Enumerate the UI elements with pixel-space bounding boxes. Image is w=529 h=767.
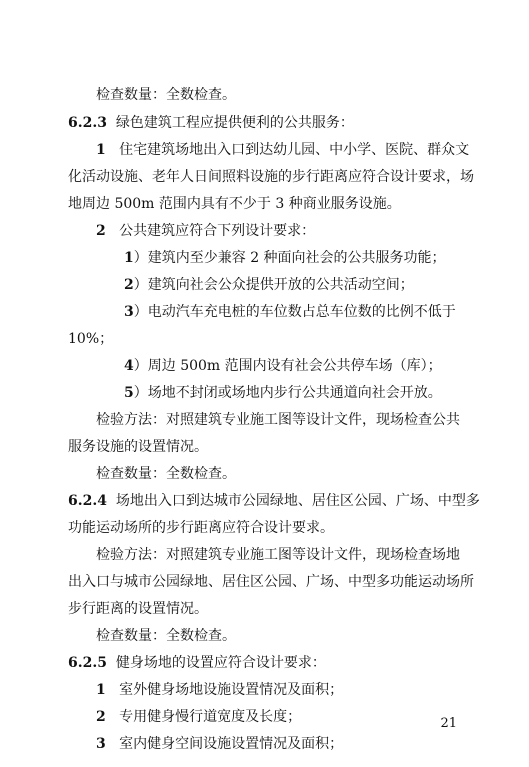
- line-text: 场地出入口到达城市公园绿地、居住区公园、广场、中型多: [115, 493, 480, 509]
- line-text: 检验方法：对照建筑专业施工图等设计文件，现场检查公共: [96, 412, 460, 428]
- sub-item: [124, 384, 442, 402]
- line-text: 功能运动场所的步行距离应符合设计要求。: [68, 520, 334, 536]
- line-text: 化活动设施、老年人日间照料设施的步行距离应符合设计要求，场: [68, 169, 474, 185]
- line-text: 公共建筑应符合下列设计要求：: [119, 223, 316, 239]
- text-line: [68, 519, 334, 537]
- text-line: [68, 195, 401, 213]
- line-text: 10%；: [68, 331, 114, 347]
- line-text: 住宅建筑场地出入口到达幼儿园、中小学、医院、群众文: [119, 142, 470, 158]
- section-number: 6.2.5: [68, 655, 107, 671]
- list-item: [96, 735, 343, 753]
- text-line: [96, 546, 460, 564]
- text-line: [96, 86, 236, 104]
- text-line: [68, 330, 113, 348]
- sub-item: [124, 303, 456, 321]
- text-line: [68, 438, 208, 456]
- line-text: 检查数量：全数检查。: [96, 466, 236, 482]
- line-text: 健身场地的设置应符合设计要求：: [115, 655, 326, 671]
- line-text: ）场地不封闭或场地内步行公共通道向社会开放。: [133, 385, 442, 401]
- line-text: 专用健身慢行道宽度及长度；: [119, 709, 302, 725]
- item-number: 2: [96, 223, 106, 239]
- sub-item-number: 1: [124, 250, 134, 266]
- line-text: 检查数量：全数检查。: [96, 87, 236, 103]
- sub-item-number: 4: [124, 358, 134, 374]
- text-line: [68, 168, 474, 186]
- list-item: [96, 141, 469, 159]
- line-text: ）建筑向社会公众提供开放的公共活动空间；: [133, 277, 414, 293]
- item-number: 1: [96, 682, 106, 698]
- sub-item-number: 2: [124, 277, 134, 293]
- page-number: 21: [440, 716, 457, 731]
- line-text: 步行距离的设置情况。: [68, 601, 208, 617]
- section-number: 6.2.3: [68, 115, 107, 131]
- line-text: 检查数量：全数检查。: [96, 628, 236, 644]
- section-number: 6.2.4: [68, 493, 107, 509]
- sub-item: [124, 276, 414, 294]
- section-heading-6-2-4: [68, 492, 480, 510]
- line-text: 室外健身场地设施设置情况及面积；: [119, 682, 344, 698]
- line-text: 服务设施的设置情况。: [68, 439, 208, 455]
- line-text: ）电动汽车充电桩的车位数占总车位数的比例不低于: [133, 304, 456, 320]
- list-item: [96, 681, 343, 699]
- line-text: 检验方法：对照建筑专业施工图等设计文件，现场检查场地: [96, 547, 460, 563]
- text-line: [96, 411, 460, 429]
- section-heading-6-2-3: [68, 114, 354, 132]
- line-text: 室内健身空间设施设置情况及面积；: [119, 736, 344, 752]
- item-number: 1: [96, 142, 106, 158]
- text-line: [96, 627, 236, 645]
- sub-item-number: 5: [124, 385, 134, 401]
- text-line: [68, 600, 208, 618]
- list-item: [96, 222, 315, 240]
- list-item: [96, 708, 301, 726]
- item-number: 2: [96, 709, 106, 725]
- line-text: 出入口与城市公园绿地、居住区公园、广场、中型多功能运动场所: [68, 574, 474, 590]
- text-line: [68, 573, 474, 591]
- section-heading-6-2-5: [68, 654, 326, 672]
- text-line: [96, 465, 236, 483]
- item-number: 3: [96, 736, 106, 752]
- sub-item: [124, 357, 442, 375]
- line-text: 绿色建筑工程应提供便利的公共服务：: [115, 115, 354, 131]
- sub-item: [124, 249, 446, 267]
- line-text: ）建筑内至少兼容 2 种面向社会的公共服务功能；: [133, 250, 446, 266]
- line-text: ）周边 500m 范围内设有社会公共停车场（库）；: [133, 358, 442, 374]
- sub-item-number: 3: [124, 304, 134, 320]
- line-text: 地周边 500m 范围内具有不少于 3 种商业服务设施。: [68, 196, 401, 212]
